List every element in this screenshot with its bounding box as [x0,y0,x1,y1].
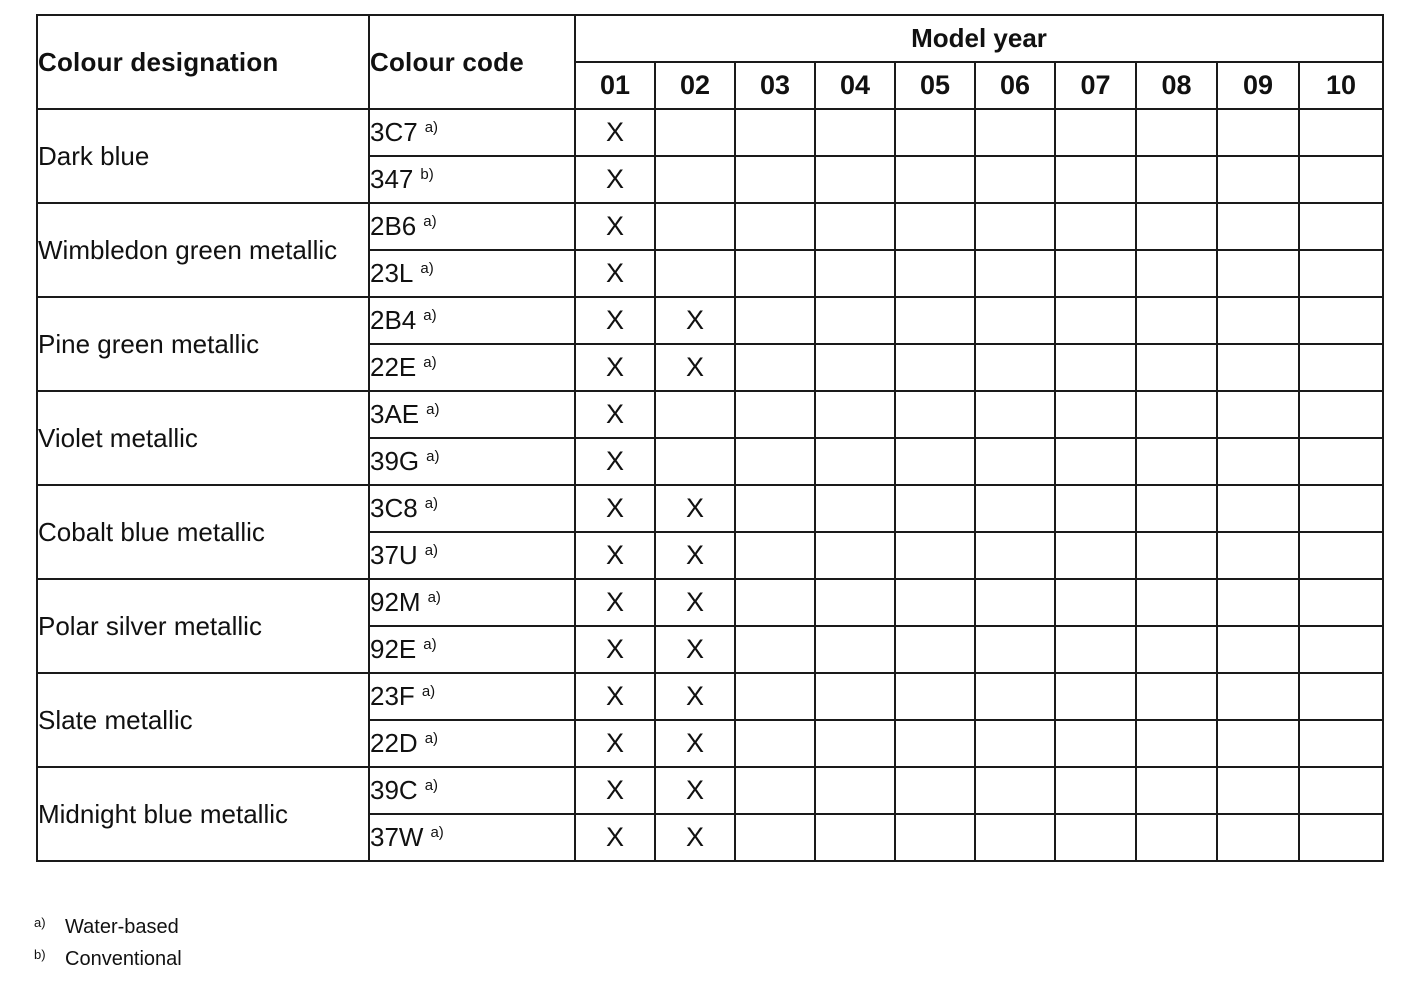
colour-designation-cell: Cobalt blue metallic [37,485,369,579]
model-year-mark-cell [975,109,1055,156]
model-year-mark-cell: X [575,297,655,344]
footnote-marker: a) [424,730,439,747]
model-year-mark-cell [1299,156,1383,203]
model-year-mark-cell [1136,297,1217,344]
colour-code-value: 39G [370,446,420,476]
model-year-mark-cell [1136,720,1217,767]
model-year-mark-cell [735,438,815,485]
model-year-mark-cell [815,767,895,814]
footnote-marker: a) [424,495,439,512]
model-year-mark-cell [895,485,975,532]
model-year-mark-cell [975,250,1055,297]
model-year-mark-cell [1136,391,1217,438]
model-year-mark-cell [735,344,815,391]
model-year-mark-cell [815,720,895,767]
model-year-mark-cell: X [575,203,655,250]
model-year-mark-cell: X [655,814,735,861]
model-year-mark-cell [1055,109,1136,156]
table-row [37,109,1383,156]
model-year-mark-cell [1055,156,1136,203]
footnote-marker: a) [423,354,437,371]
model-year-mark-cell [1299,673,1383,720]
year-header: 06 [975,62,1055,109]
colour-code-value: 23F [370,681,415,711]
model-year-mark-cell [1217,720,1299,767]
footnote-text: Conventional [65,948,182,970]
model-year-mark-cell [735,250,815,297]
table-row [37,767,1383,814]
table-header [37,15,1383,109]
model-year-mark-cell [1299,485,1383,532]
year-header: 03 [735,62,815,109]
model-year-mark-cell [1055,767,1136,814]
colour-code-value: 22D [370,728,418,758]
year-header: 02 [655,62,735,109]
colour-code-value: 39C [370,775,418,805]
model-year-mark-cell [895,250,975,297]
colour-code-header: Colour code [369,15,575,109]
model-year-mark-cell [895,344,975,391]
year-header: 10 [1299,62,1383,109]
colour-code-cell [369,767,575,814]
year-header: 05 [895,62,975,109]
colour-code-value: 37W [370,822,424,852]
model-year-mark-cell: X [575,109,655,156]
colour-code-value: 23L [370,258,414,288]
model-year-mark-cell [1055,720,1136,767]
model-year-mark-cell [1217,767,1299,814]
model-year-mark-cell [1217,250,1299,297]
colour-designation-cell: Midnight blue metallic [37,767,369,861]
footnote-marker: a) [427,589,441,606]
model-year-mark-cell [815,673,895,720]
model-year-mark-cell [1217,109,1299,156]
colour-code-table [36,14,1384,862]
model-year-mark-cell [1299,250,1383,297]
model-year-mark-cell [1299,203,1383,250]
colour-code-value: 22E [370,352,417,382]
model-year-mark-cell [895,626,975,673]
model-year-mark-cell [1299,767,1383,814]
colour-code-cell [369,532,575,579]
footnote-marker: a) [430,824,444,841]
model-year-mark-cell [1299,579,1383,626]
model-year-mark-cell [1055,250,1136,297]
model-year-mark-cell [815,297,895,344]
colour-code-value: 92M [370,587,421,617]
year-header: 08 [1136,62,1217,109]
colour-code-cell [369,579,575,626]
model-year-mark-cell [895,203,975,250]
model-year-mark-cell: X [575,156,655,203]
model-year-mark-cell [815,344,895,391]
model-year-mark-cell [655,250,735,297]
model-year-mark-cell: X [655,767,735,814]
table-body [37,109,1383,861]
table-row [37,203,1383,250]
colour-code-value: 2B6 [370,211,417,241]
colour-designation-cell: Wimbledon green metallic [37,203,369,297]
model-year-mark-cell [1217,626,1299,673]
model-year-mark-cell [735,767,815,814]
table-row [37,485,1383,532]
footnote [34,944,182,976]
model-year-mark-cell [655,391,735,438]
model-year-mark-cell [815,250,895,297]
model-year-mark-cell [895,391,975,438]
colour-code-cell [369,109,575,156]
model-year-mark-cell [975,344,1055,391]
model-year-mark-cell [1299,109,1383,156]
model-year-mark-cell [975,485,1055,532]
colour-code-cell [369,814,575,861]
footnote-marker: a) [426,448,440,465]
colour-code-cell [369,156,575,203]
model-year-mark-cell [1055,391,1136,438]
model-year-mark-cell [815,109,895,156]
colour-code-cell [369,485,575,532]
model-year-mark-cell [895,579,975,626]
model-year-mark-cell [1299,438,1383,485]
model-year-mark-cell: X [655,297,735,344]
model-year-mark-cell: X [575,814,655,861]
model-year-mark-cell [735,156,815,203]
table-row [37,297,1383,344]
model-year-mark-cell [1217,814,1299,861]
colour-code-value: 3C8 [370,493,418,523]
model-year-mark-cell: X [575,673,655,720]
model-year-mark-cell: X [575,767,655,814]
model-year-mark-cell [735,532,815,579]
model-year-mark-cell [815,156,895,203]
model-year-mark-cell [1055,438,1136,485]
model-year-mark-cell [1055,532,1136,579]
footnote-marker: a) [424,119,439,136]
colour-code-value: 3AE [370,399,420,429]
colour-code-value: 37U [370,540,418,570]
model-year-mark-cell [735,720,815,767]
colour-code-cell [369,673,575,720]
model-year-mark-cell [1136,203,1217,250]
year-header: 09 [1217,62,1299,109]
footnote-marker: a) [420,260,434,277]
model-year-mark-cell [1299,532,1383,579]
model-year-mark-cell [1055,203,1136,250]
model-year-mark-cell: X [575,344,655,391]
colour-code-cell [369,626,575,673]
model-year-mark-cell [1136,673,1217,720]
colour-designation-cell: Pine green metallic [37,297,369,391]
model-year-mark-cell [815,814,895,861]
model-year-mark-cell [735,109,815,156]
model-year-mark-cell: X [655,579,735,626]
model-year-mark-cell [735,626,815,673]
footnote-marker: b) [420,166,434,183]
model-year-mark-cell [1055,485,1136,532]
footnote-marker: a) [424,542,439,559]
model-year-mark-cell [1136,579,1217,626]
model-year-mark-cell: X [575,720,655,767]
model-year-mark-cell [1055,344,1136,391]
year-header: 07 [1055,62,1136,109]
table-row [37,579,1383,626]
model-year-mark-cell [975,438,1055,485]
model-year-mark-cell [975,156,1055,203]
model-year-mark-cell [1217,391,1299,438]
model-year-mark-cell [895,814,975,861]
model-year-mark-cell [1217,344,1299,391]
model-year-mark-cell [1217,532,1299,579]
model-year-mark-cell [1299,626,1383,673]
model-year-mark-cell [1136,767,1217,814]
colour-designation-cell: Polar silver metallic [37,579,369,673]
model-year-mark-cell [895,767,975,814]
model-year-mark-cell [1136,438,1217,485]
model-year-mark-cell [1299,720,1383,767]
model-year-mark-cell [1136,814,1217,861]
year-header: 04 [815,62,895,109]
model-year-mark-cell: X [575,532,655,579]
model-year-mark-cell: X [655,485,735,532]
model-year-mark-cell: X [575,438,655,485]
header-row-top [37,15,1383,62]
colour-code-cell [369,344,575,391]
model-year-mark-cell: X [655,532,735,579]
table-row [37,673,1383,720]
model-year-mark-cell [735,814,815,861]
model-year-mark-cell: X [655,673,735,720]
model-year-mark-cell: X [575,485,655,532]
model-year-mark-cell [1055,673,1136,720]
model-year-mark-cell [815,485,895,532]
year-header: 01 [575,62,655,109]
model-year-mark-cell [975,297,1055,344]
model-year-mark-cell [975,579,1055,626]
model-year-mark-cell [735,297,815,344]
model-year-mark-cell [1217,297,1299,344]
colour-code-value: 3C7 [370,117,418,147]
model-year-mark-cell [815,579,895,626]
colour-designation-cell: Violet metallic [37,391,369,485]
model-year-mark-cell [895,438,975,485]
colour-code-cell [369,203,575,250]
model-year-mark-cell [1136,156,1217,203]
model-year-mark-cell [895,720,975,767]
model-year-mark-cell [895,532,975,579]
colour-code-value: 92E [370,634,417,664]
model-year-mark-cell: X [575,626,655,673]
model-year-mark-cell [1217,203,1299,250]
model-year-mark-cell [895,156,975,203]
model-year-mark-cell [975,532,1055,579]
colour-code-cell [369,391,575,438]
model-year-mark-cell: X [575,250,655,297]
model-year-mark-cell [975,626,1055,673]
colour-code-cell [369,720,575,767]
model-year-mark-cell [1136,626,1217,673]
model-year-mark-cell [1055,297,1136,344]
model-year-mark-cell: X [655,720,735,767]
model-year-mark-cell [1217,156,1299,203]
model-year-mark-cell [1136,344,1217,391]
model-year-mark-cell [1299,814,1383,861]
colour-code-cell [369,438,575,485]
model-year-mark-cell [975,203,1055,250]
model-year-mark-cell [1217,673,1299,720]
model-year-mark-cell [1299,391,1383,438]
model-year-mark-cell: X [575,579,655,626]
model-year-mark-cell [815,626,895,673]
model-year-mark-cell [815,532,895,579]
model-year-mark-cell [975,767,1055,814]
footnote-key: b) [34,947,46,962]
model-year-mark-cell [975,720,1055,767]
model-year-mark-cell: X [655,626,735,673]
model-year-mark-cell [655,203,735,250]
model-year-mark-cell [1055,814,1136,861]
footnote-text: Water-based [65,916,179,938]
model-year-mark-cell [815,203,895,250]
model-year-mark-cell: X [575,391,655,438]
colour-code-cell [369,250,575,297]
model-year-mark-cell [1055,626,1136,673]
model-year-header: Model year [575,15,1383,62]
model-year-mark-cell [1217,579,1299,626]
model-year-mark-cell [735,391,815,438]
colour-code-value: 347 [370,164,414,194]
model-year-mark-cell [975,814,1055,861]
footnote-marker: a) [423,636,437,653]
model-year-mark-cell [1217,438,1299,485]
footnote-key: a) [34,915,46,930]
footnote-marker: a) [424,777,439,794]
footnote-marker: a) [423,213,437,230]
model-year-mark-cell [815,391,895,438]
model-year-mark-cell [1136,532,1217,579]
model-year-mark-cell [975,673,1055,720]
model-year-mark-cell [1299,297,1383,344]
model-year-mark-cell [975,391,1055,438]
model-year-mark-cell [895,297,975,344]
model-year-mark-cell [735,579,815,626]
colour-designation-cell: Slate metallic [37,673,369,767]
model-year-mark-cell [655,438,735,485]
colour-designation-header: Colour designation [37,15,369,109]
model-year-mark-cell [735,203,815,250]
model-year-mark-cell [895,673,975,720]
model-year-mark-cell [815,438,895,485]
model-year-mark-cell [655,156,735,203]
model-year-mark-cell [1217,485,1299,532]
model-year-mark-cell: X [655,344,735,391]
model-year-mark-cell [735,485,815,532]
footnote-marker: a) [423,307,437,324]
model-year-mark-cell [1055,579,1136,626]
colour-code-cell [369,297,575,344]
model-year-mark-cell [895,109,975,156]
colour-code-value: 2B4 [370,305,417,335]
model-year-mark-cell [1136,485,1217,532]
footnote-marker: a) [421,683,436,700]
model-year-mark-cell [1136,109,1217,156]
model-year-mark-cell [1299,344,1383,391]
model-year-mark-cell [655,109,735,156]
table-row [37,391,1383,438]
model-year-mark-cell [1136,250,1217,297]
model-year-mark-cell [735,673,815,720]
colour-designation-cell: Dark blue [37,109,369,203]
footnotes [34,912,182,976]
footnote-marker: a) [426,401,440,418]
